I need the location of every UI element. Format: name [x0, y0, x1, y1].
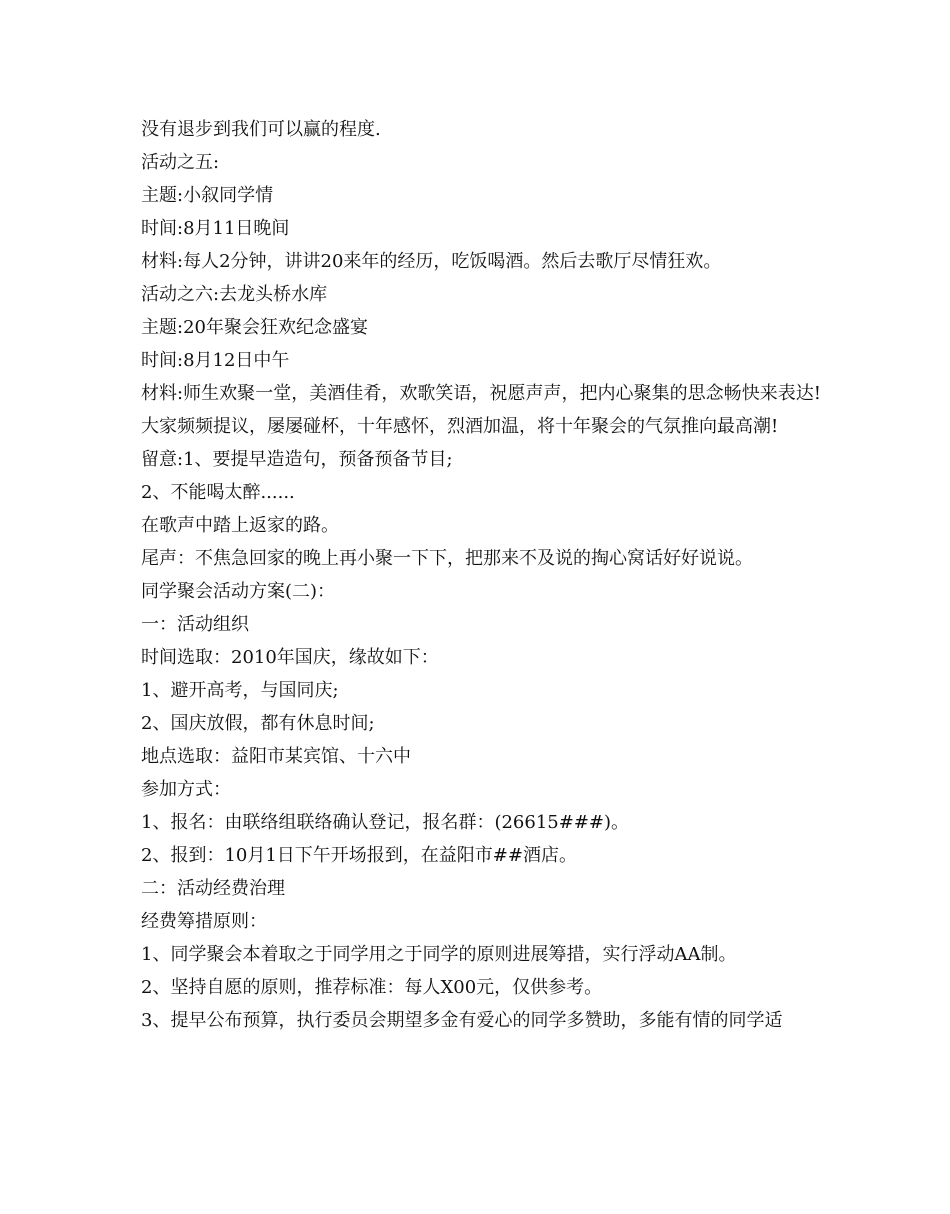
text-line: 留意:1、要提早造造句，预备预备节目;: [141, 449, 453, 470]
section-heading: 同学聚会活动方案(二)：: [141, 581, 336, 602]
document-body: [141, 113, 821, 1037]
section-heading: 活动之五:: [141, 152, 220, 173]
text-line: 材料:每人2分钟，讲讲20来年的经历，吃饭喝酒。然后去歌厅尽情狂欢。: [141, 251, 722, 272]
text-line: 主题:小叙同学情: [141, 185, 274, 206]
list-item: 2、坚持自愿的原则，推荐标准：每人X00元，仅供参考。: [141, 977, 603, 998]
text-line: 时间:8月12日中午: [141, 350, 290, 371]
list-item: 3、提早公布预算，执行委员会期望多金有爱心的同学多赞助，多能有情的同学适: [141, 1010, 783, 1031]
paragraph-materials: 材料:师生欢聚一堂，美酒佳肴，欢歌笑语，祝愿声声，把内心聚集的思念畅快来表达!大家频频提议，屡屡碰杯，十年感怀，烈酒加温，将十年聚会的气氛推向最高潮!: [141, 383, 821, 437]
text-line: 参加方式：: [141, 779, 231, 800]
list-item: 2、报到：10月1日下午开场报到，在益阳市##酒店。: [141, 845, 577, 866]
section-heading: 一：活动组织: [141, 614, 249, 635]
section-heading: 活动之六:去龙头桥水库: [141, 284, 328, 305]
section-heading: 二：活动经费治理: [141, 878, 285, 899]
list-item: 1、同学聚会本着取之于同学用之于同学的原则进展筹措，实行浮动AA制。: [141, 944, 737, 965]
text-line: 时间:8月11日晚间: [141, 218, 290, 239]
list-item: 2、国庆放假，都有休息时间;: [141, 713, 375, 734]
text-line: 主题:20年聚会狂欢纪念盛宴: [141, 317, 368, 338]
text-line: 经费筹措原则：: [141, 911, 267, 932]
text-line: 时间选取：2010年国庆，缘故如下：: [141, 647, 439, 668]
text-line: 2、不能喝太醉......: [141, 482, 295, 503]
text-line: 地点选取：益阳市某宾馆、十六中: [141, 746, 411, 767]
text-line: 在歌声中踏上返家的路。: [141, 515, 339, 536]
text-line: 没有退步到我们可以赢的程度.: [141, 119, 381, 140]
list-item: 1、避开高考，与国同庆;: [141, 680, 339, 701]
list-item: 1、报名：由联络组联络确认登记，报名群：(26615###)。: [141, 812, 630, 833]
text-line: 尾声：不焦急回家的晚上再小聚一下下，把那来不及说的掏心窝话好好说说。: [141, 548, 753, 569]
